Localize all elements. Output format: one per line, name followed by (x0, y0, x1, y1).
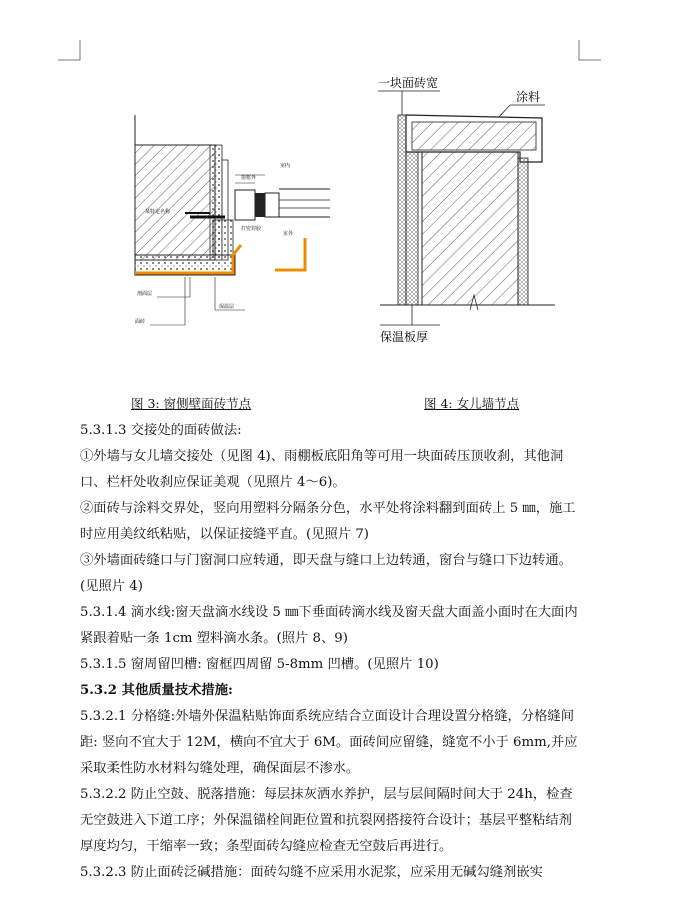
para-item-1: ①外墙与女儿墙交接处（见图 4)、雨棚板底阳角等可用一块面砖压顶收刹，其他洞口、栏杆处收刹应保证美观（见照片 4～6)。 (80, 449, 564, 490)
para-5-3-1-3: 5.3.1.3 交接处的面砖做法: (80, 423, 242, 438)
figure-3-window-detail (115, 105, 375, 345)
fig3-label-h: 面砖 (135, 319, 146, 325)
fig4-label-insul: 保温板厚 (380, 330, 429, 344)
fig3-label-f: 剖面层 (137, 291, 153, 297)
fig3-label-d: 打密封胶 (241, 226, 262, 232)
fig4-caption: 图 4: 女儿墙节点 (424, 396, 520, 411)
fig3-label-g: 保温层 (219, 304, 235, 310)
fig3-label-e: 室外 (283, 231, 294, 237)
para-5-3-2-1: 5.3.2.1 分格缝:外墙外保温粘贴饰面系统应结合立面设计合理设置分格缝，分格缝间距: 竖向不宜大于 12M，横向不宜大于 6M。面砖间应留缝，缝宽不小于 6mm,并应采取柔性防水材料勾缝处理，确保面层不渗水。 (80, 709, 578, 776)
section-heading-5-3-2: 5.3.2 其他质量技术措施: (80, 683, 233, 698)
fig4-label-top: 一块面砖宽 (378, 76, 439, 90)
fig3-label-b: 窗框外 (241, 175, 257, 181)
para-5-3-2-3: 5.3.2.3 防止面砖泛碱措施：面砖勾缝不应采用水泥浆，应采用无碱勾缝剂嵌实 (80, 865, 543, 880)
para-5-3-2-2: 5.3.2.2 防止空鼓、脱落措施：每层抹灰洒水养护，层与层间隔时间大于 24h，检查无空鼓进入下道工序；外保温锚栓间距位置和抗裂网搭接符合设计；基层平整粘结剂厚度均匀，干缩率一致；条型面砖勾缝应检查无空鼓后再进行。 (80, 787, 573, 854)
fig3-caption: 图 3: 窗侧壁面砖节点 (131, 396, 252, 411)
fig3-label-c: 某特定名称 (145, 209, 171, 215)
para-5-3-1-4: 5.3.1.4 滴水线:窗天盘滴水线设 5 ㎜下垂面砖滴水线及窗天盘大面盖小面时在大面内紧跟着贴一条 1cm 塑料滴水条。(照片 8、9) (80, 605, 578, 646)
fig3-label-a: 室内 (280, 163, 291, 169)
body-text (80, 418, 580, 886)
fig4-label-coat: 涂料 (516, 90, 541, 104)
figure-4-parapet-detail (370, 70, 570, 350)
para-5-3-1-5: 5.3.1.5 窗周留凹槽: 窗框四周留 5-8mm 凹槽。(见照片 10) (80, 657, 439, 672)
para-item-3: ③外墙面砖缝口与门窗洞口应转通，即天盘与缝口上边转通，窗台与缝口下边转通。(见照片 4) (80, 553, 572, 594)
para-item-2: ②面砖与涂料交界处，竖向用塑料分隔条分色，水平处将涂料翻到面砖上 5 ㎜，施工时应用美纹纸粘贴，以保证接缝平直。(见照片 7) (80, 501, 576, 542)
